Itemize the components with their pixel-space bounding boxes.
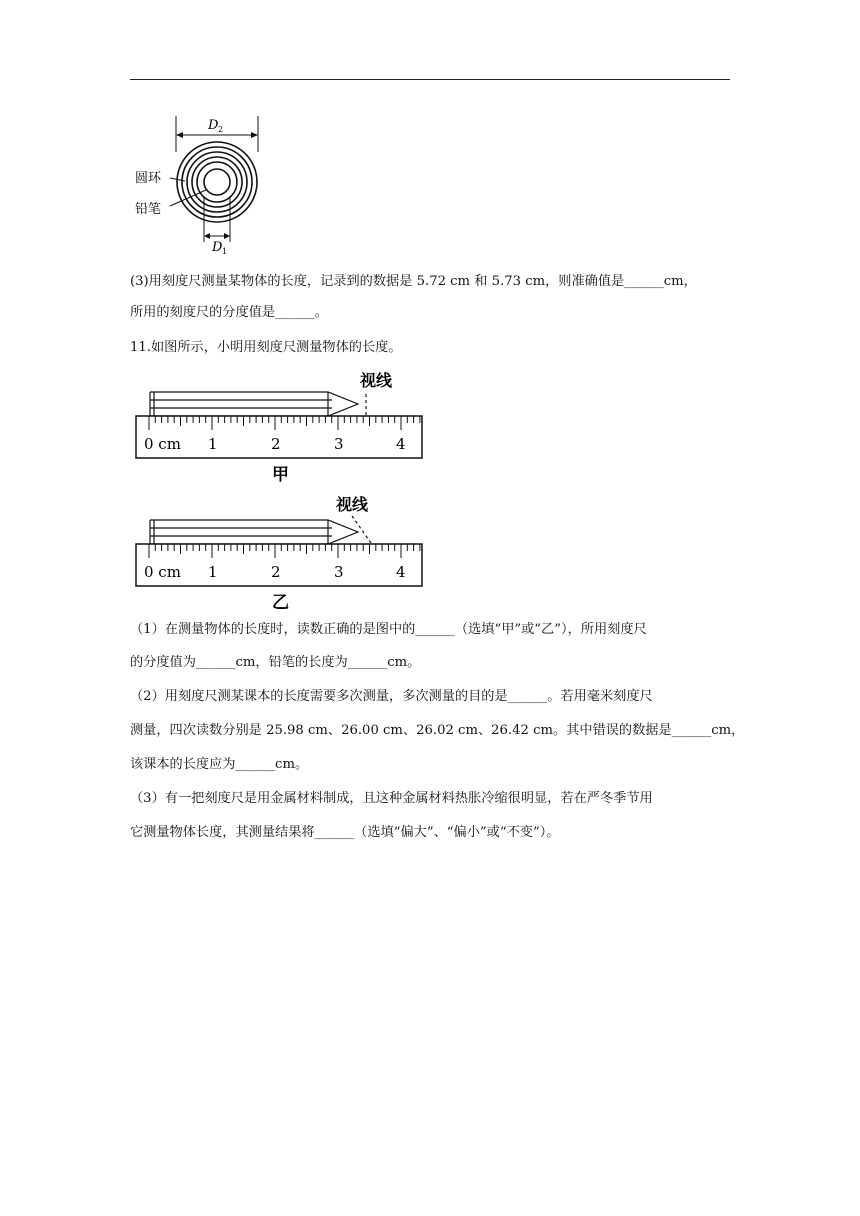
rings-figure: [130, 110, 270, 255]
q11-part3-line1: （3）有一把刻度尺是用金属材料制成，且这种金属材料热胀冷缩很明显，若在严冬季节用: [130, 791, 653, 806]
tick-label-4: 4: [396, 435, 406, 453]
q11-part2-line3: 该课本的长度应为______cm。: [130, 757, 309, 772]
d1-label: D: [212, 240, 223, 255]
q11-part3-line2: 它测量物体长度，其测量结果将______（选填“偏大”、“偏小”或“不变”）。: [130, 825, 560, 840]
pencil-jia: [150, 392, 358, 416]
caption-yi: 乙: [272, 593, 289, 613]
tick-label-0: 0 cm: [144, 563, 181, 581]
tick-label-3: 3: [334, 435, 344, 453]
sight-label-yi: 视线: [336, 495, 369, 514]
ruler-figure-jia: [130, 366, 430, 490]
q11-part2-line2: 测量，四次读数分别是 25.98 cm、26.00 cm、26.02 cm、26.42 cm。其中错误的数据是______cm，: [130, 723, 745, 738]
pencil-yi: [150, 520, 358, 544]
q11-part1-line1: （1）在测量物体的长度时，读数正确的是图中的______（选填“甲”或“乙”），所用刻度尺: [130, 622, 647, 637]
q10-part3-line1: (3)用刻度尺测量某物体的长度，记录到的数据是 5.72 cm 和 5.73 cm，则准确值是______cm，: [130, 274, 697, 289]
ruler-figure-yi: [130, 492, 430, 616]
q11-stem: 11.如图所示，小明用刻度尺测量物体的长度。: [130, 340, 402, 355]
tick-label-1: 1: [208, 435, 218, 453]
q10-part3-line2: 所用的刻度尺的分度值是______。: [130, 305, 328, 320]
tick-label-2: 2: [271, 563, 281, 581]
q11-part2-line1: （2）用刻度尺测某课本的长度需要多次测量，多次测量的目的是______。若用毫米刻度尺: [130, 689, 653, 704]
pencil-label: 铅笔: [135, 202, 162, 217]
caption-jia: 甲: [272, 465, 289, 485]
q11-part1-line2: 的分度值为______cm，铅笔的长度为______cm。: [130, 655, 421, 670]
pencil-cross-section: [204, 169, 230, 195]
d2-sub: 2: [218, 125, 224, 134]
d2-label: D: [208, 118, 219, 133]
tick-label-0: 0 cm: [144, 435, 181, 453]
header-rule: [130, 79, 730, 80]
sight-label-jia: 视线: [360, 371, 393, 390]
d1-sub: 1: [222, 247, 228, 255]
ring-label: 圆环: [135, 171, 162, 186]
tick-label-4: 4: [396, 563, 406, 581]
tick-label-3: 3: [334, 563, 344, 581]
tick-label-1: 1: [208, 563, 218, 581]
tick-label-2: 2: [271, 435, 281, 453]
